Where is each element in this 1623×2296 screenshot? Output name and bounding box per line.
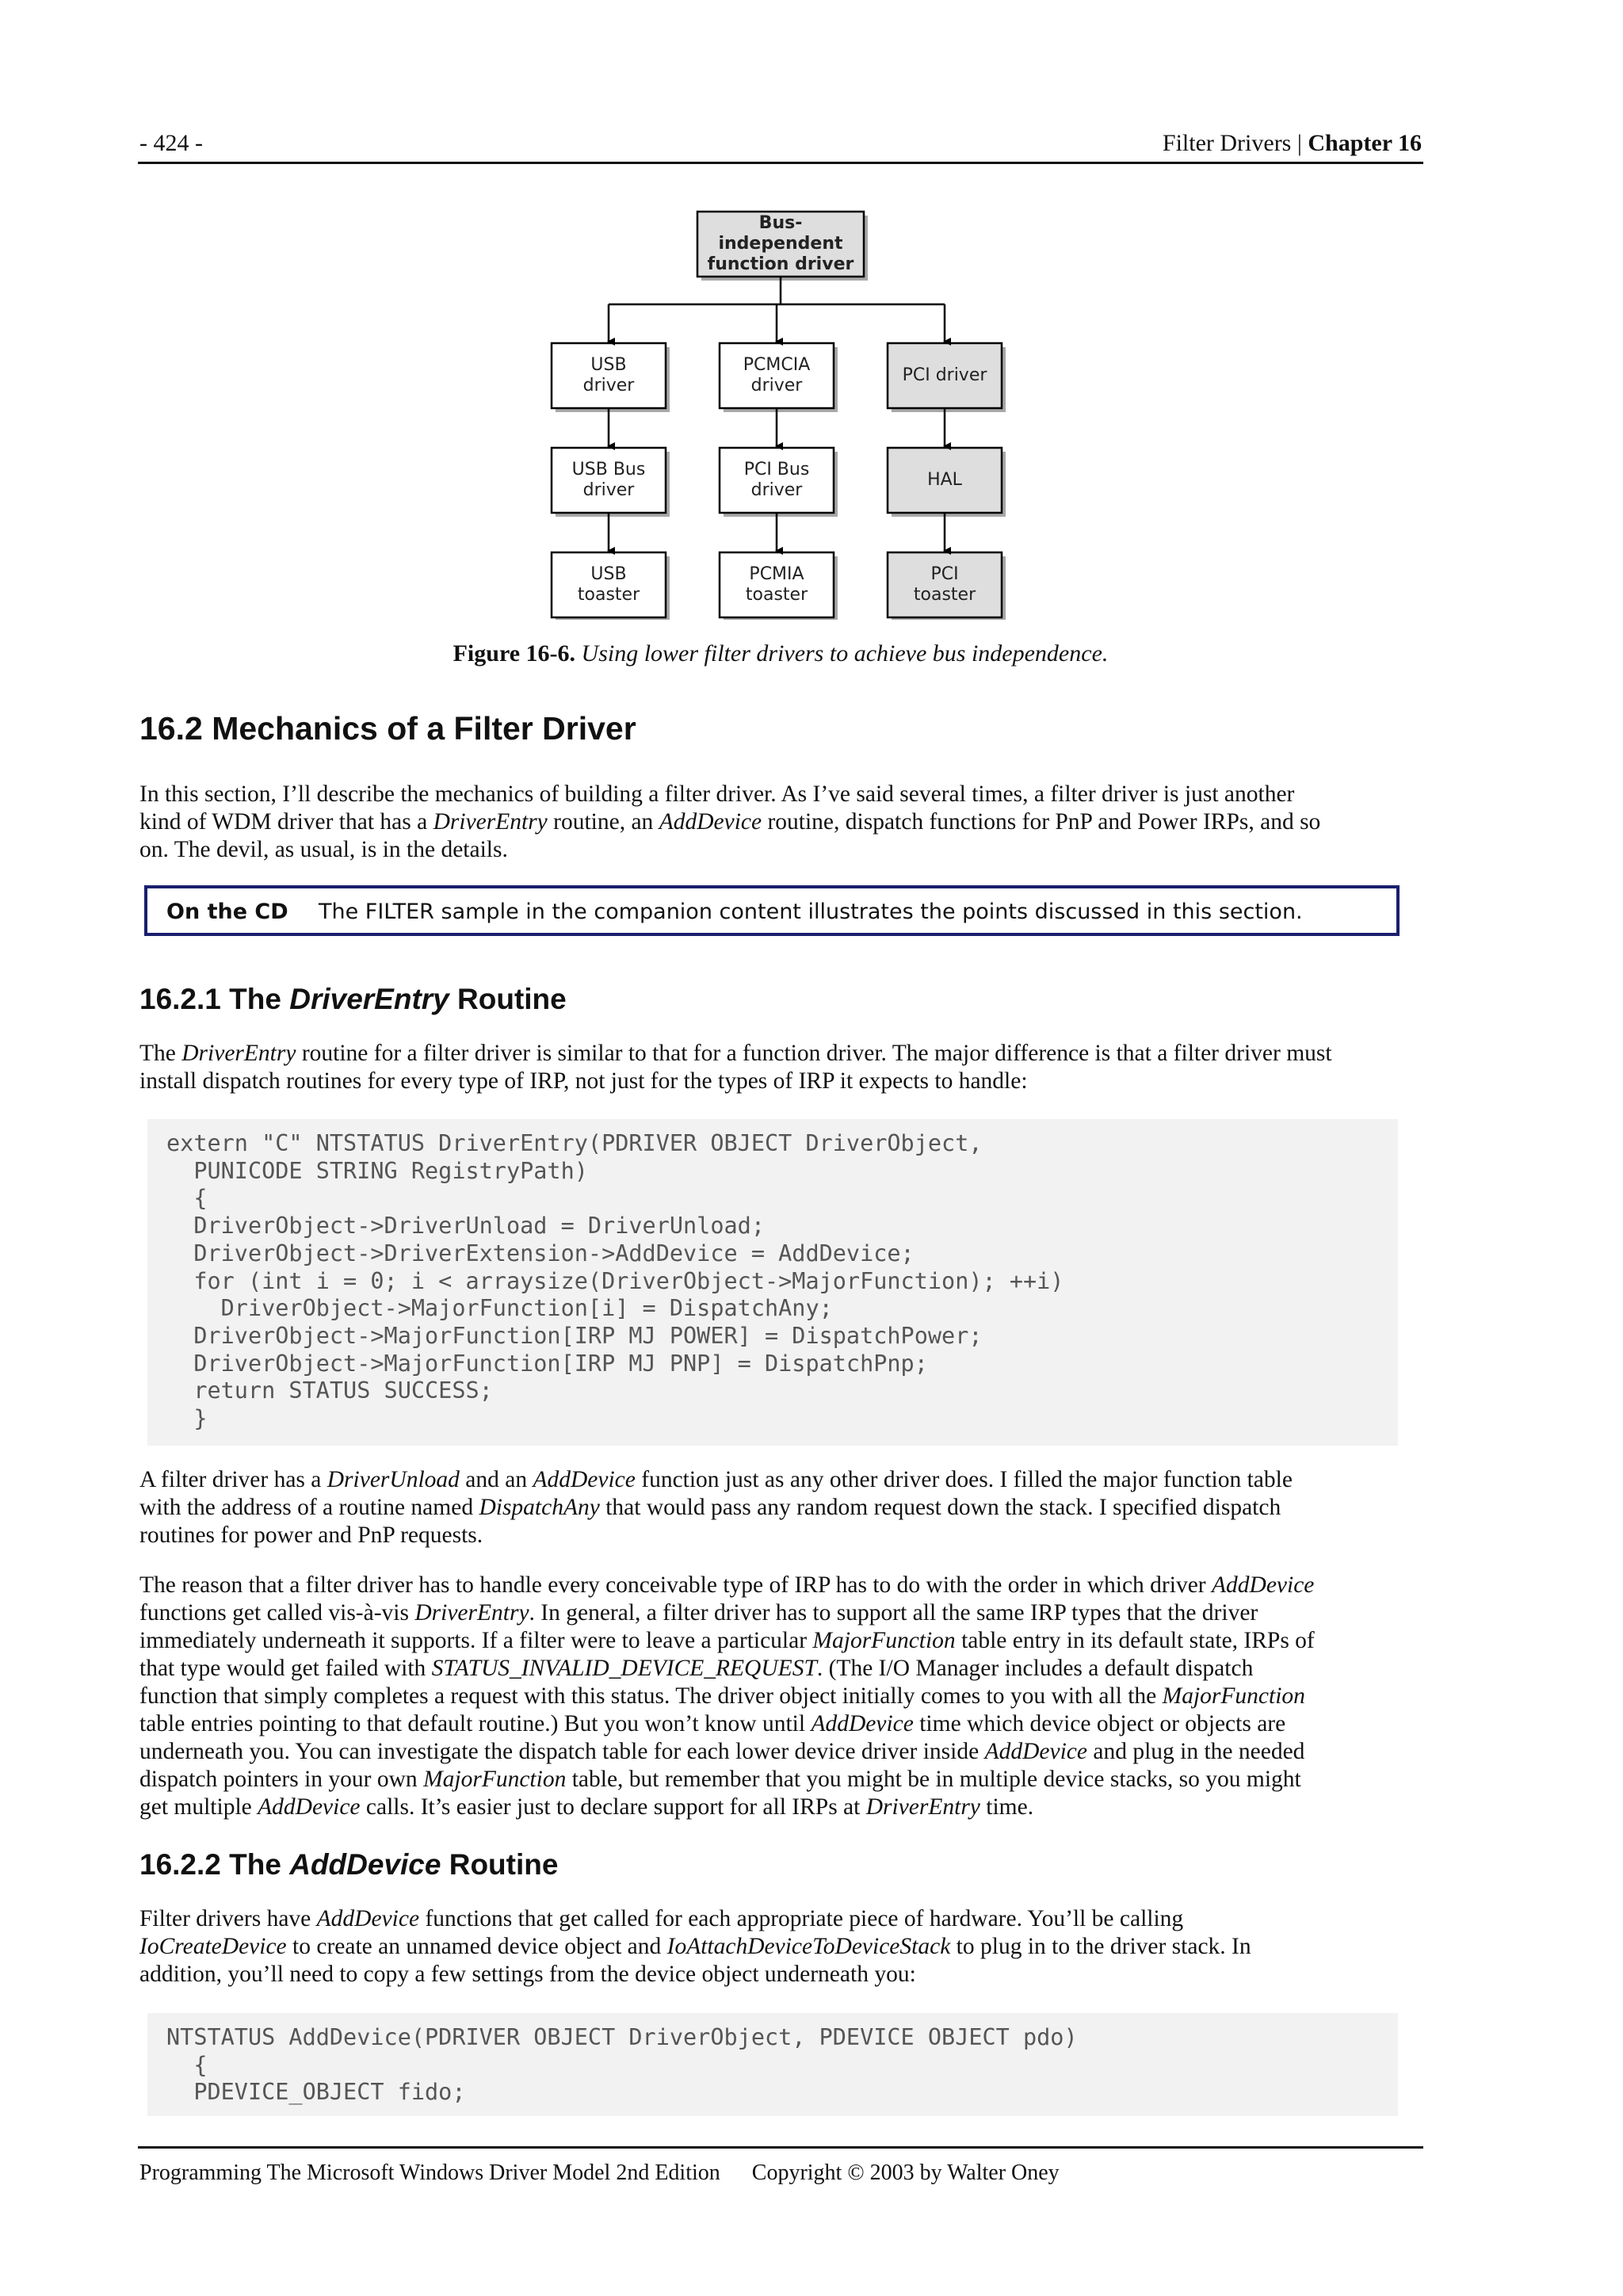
paragraph-line <box>139 1738 1423 1766</box>
italic-run: DriverEntry <box>865 1794 980 1820</box>
running-footer <box>139 2160 1091 2186</box>
text-run: Filter drivers have <box>139 1906 317 1931</box>
text-run: functions that get called for each appropriate piece of hardware. You’ll be calling <box>419 1906 1184 1931</box>
driverentry-paragraph-2 <box>139 1466 1423 1549</box>
text-run: . In general, a filter driver has to support all the same IRP types that the driver <box>529 1600 1258 1626</box>
code-line: for (int i = 0; i < arraysize(DriverObject->MajorFunction); ++i) <box>166 1267 1064 1294</box>
footer-rule <box>138 2146 1423 2149</box>
figure-diagram <box>547 208 1006 620</box>
code-line: PUNICODE STRING RegistryPath) <box>166 1157 588 1184</box>
node-pcmcia-driver: PCMCIA driver <box>743 355 811 395</box>
paragraph-line <box>139 1683 1423 1710</box>
node-pcmia-toaster: PCMIA toaster <box>745 564 808 605</box>
italic-run: DriverEntry <box>433 809 548 835</box>
cd-note-label: On the CD <box>166 900 288 924</box>
code-line: DriverObject->MajorFunction[IRP MJ PNP] = DispatchPnp; <box>166 1350 928 1377</box>
figure-caption-label: Figure 16-6. <box>453 640 576 667</box>
italic-run: AddDevice <box>1212 1572 1315 1598</box>
heading-number: 16.2.1 The <box>139 983 290 1015</box>
figure-caption <box>138 640 1423 667</box>
adddevice-intro-paragraph <box>139 1905 1423 1988</box>
text-run: dispatch pointers in your own <box>139 1767 424 1792</box>
cd-note-box <box>144 885 1400 936</box>
heading-italic: AddDevice <box>289 1848 441 1881</box>
chapter-heading <box>1163 130 1422 157</box>
italic-run: MajorFunction <box>812 1628 956 1653</box>
paragraph-line: routines for power and PnP requests. <box>139 1522 483 1548</box>
code-line: { <box>166 2051 208 2078</box>
text-run: to plug in to the driver stack. In <box>950 1934 1251 1959</box>
node-pci-bus-driver: PCI Bus driver <box>743 460 810 500</box>
node-bus-independent-function-driver: Bus-independent function driver <box>707 213 854 274</box>
text-run: time. <box>980 1794 1034 1820</box>
paragraph-line <box>139 1466 1423 1494</box>
italic-run: DriverEntry <box>414 1600 529 1626</box>
code-line: DriverObject->MajorFunction[IRP MJ POWER] = DispatchPower; <box>166 1322 983 1349</box>
driverentry-paragraph-3 <box>139 1572 1423 1821</box>
text-run: that would pass any random request down the stack. I specified dispatch <box>599 1495 1281 1520</box>
node-usb-bus-driver: USB Bus driver <box>571 460 646 500</box>
text-run: table, but remember that you might be in multiple device stacks, so you might <box>566 1767 1301 1792</box>
code-line: extern "C" NTSTATUS DriverEntry(PDRIVER OBJECT DriverObject, <box>166 1130 983 1156</box>
text-run: table entry in its default state, IRPs of <box>955 1628 1315 1653</box>
heading-italic: DriverEntry <box>289 983 449 1015</box>
code-line: NTSTATUS AddDevice(PDRIVER OBJECT DriverObject, PDEVICE OBJECT pdo) <box>166 2024 1078 2050</box>
text-run: function that simply completes a request with this status. The driver object initially comes to you with all the <box>139 1683 1163 1709</box>
text-run: kind of WDM driver that has a <box>139 809 433 835</box>
section-heading: 16.2 Mechanics of a Filter Driver <box>139 710 636 747</box>
paragraph-line <box>139 1599 1423 1627</box>
text-run: A filter driver has a <box>139 1467 327 1492</box>
driverentry-intro-paragraph <box>139 1040 1423 1095</box>
code-line: DriverObject->DriverUnload = DriverUnload; <box>166 1213 765 1240</box>
heading-end: Routine <box>441 1848 559 1881</box>
footer-copyright: Copyright © 2003 by Walter Oney <box>751 2160 1060 2185</box>
italic-run: AddDevice <box>533 1467 636 1492</box>
chapter-title: Filter Drivers <box>1162 130 1292 156</box>
text-run: routine, an <box>547 809 659 835</box>
paragraph-line: addition, you’ll need to copy a few settings from the device object underneath you: <box>139 1962 916 1987</box>
code-block-driverentry <box>147 1119 1398 1446</box>
paragraph-line <box>139 1710 1423 1738</box>
subsection-heading-driverentry <box>139 983 567 1016</box>
text-run: underneath you. You can investigate the dispatch table for each lower device driver inside <box>139 1739 985 1764</box>
text-run: that type would get failed with <box>139 1656 432 1681</box>
italic-run: IoAttachDeviceToDeviceStack <box>666 1934 951 1959</box>
chapter-separator: | <box>1291 130 1308 156</box>
paragraph-line <box>139 1627 1423 1655</box>
node-usb-toaster: USB toaster <box>577 564 640 605</box>
code-line: return STATUS SUCCESS; <box>166 1377 493 1404</box>
paragraph-line <box>139 1933 1423 1961</box>
text-run: routine for a filter driver is similar to that for a function driver. The major difference is that a filter driver must <box>296 1041 1332 1066</box>
paragraph-line <box>139 1655 1423 1683</box>
heading-number: 16.2.2 The <box>139 1848 290 1881</box>
text-run: The reason that a filter driver has to handle every conceivable type of IRP has to do with the order in which driver <box>139 1572 1212 1598</box>
header-rule <box>138 162 1423 164</box>
heading-end: Routine <box>449 983 567 1015</box>
paragraph-line <box>139 1794 1423 1821</box>
italic-run: DriverUnload <box>327 1467 460 1492</box>
paragraph-line <box>139 1040 1423 1068</box>
italic-run: DispatchAny <box>479 1495 600 1520</box>
figure-caption-text: Using lower filter drivers to achieve bus independence. <box>581 640 1109 667</box>
node-hal: HAL <box>927 470 962 490</box>
intro-line-1: In this section, I’ll describe the mechanics of building a filter driver. As I’ve said several times, a filter driver is just another <box>139 781 1295 807</box>
text-run: to create an unnamed device object and <box>286 1934 667 1959</box>
text-run: get multiple <box>139 1794 258 1820</box>
text-run: . (The I/O Manager includes a default dispatch <box>816 1656 1254 1681</box>
italic-run: AddDevice <box>984 1739 1087 1764</box>
code-line: DriverObject->DriverExtension->AddDevice = AddDevice; <box>166 1240 915 1266</box>
chapter-label: Chapter 16 <box>1308 130 1422 156</box>
paragraph-line <box>139 1572 1423 1599</box>
paragraph-line <box>139 1766 1423 1794</box>
intro-line-3: on. The devil, as usual, is in the details. <box>139 837 508 862</box>
text-run: and an <box>459 1467 533 1492</box>
page-number: - 424 - <box>139 130 203 156</box>
italic-run: STATUS_INVALID_DEVICE_REQUEST <box>431 1656 817 1681</box>
code-block-adddevice <box>147 2013 1398 2116</box>
text-run: The <box>139 1041 182 1066</box>
text-run: function just as any other driver does. I filled the major function table <box>635 1467 1293 1492</box>
italic-run: DriverEntry <box>181 1041 296 1066</box>
text-run: time which device object or objects are <box>913 1711 1286 1736</box>
italic-run: AddDevice <box>258 1794 361 1820</box>
paragraph-line <box>139 1494 1423 1522</box>
paragraph-line: install dispatch routines for every type of IRP, not just for the types of IRP it expects to handle: <box>139 1068 1028 1094</box>
node-usb-driver: USB driver <box>582 355 635 395</box>
text-run: functions get called vis-à-vis <box>139 1600 415 1626</box>
code-line: DriverObject->MajorFunction[i] = DispatchAny; <box>166 1295 833 1322</box>
italic-run: AddDevice <box>316 1906 420 1931</box>
italic-run: MajorFunction <box>1162 1683 1305 1709</box>
italic-run: IoCreateDevice <box>139 1934 287 1959</box>
paragraph-line <box>139 1905 1423 1933</box>
node-pci-driver: PCI driver <box>902 365 987 385</box>
code-line: } <box>166 1405 208 1432</box>
cd-note-text: The FILTER sample in the companion content illustrates the points discussed in this section. <box>319 900 1303 924</box>
text-run: routine, dispatch functions for PnP and Power IRPs, and so <box>762 809 1321 835</box>
code-line: { <box>166 1185 208 1212</box>
italic-run: AddDevice <box>659 809 762 835</box>
text-run: calls. It’s easier just to declare support for all IRPs at <box>360 1794 866 1820</box>
text-run: immediately underneath it supports. If a filter were to leave a particular <box>139 1628 813 1653</box>
section-intro-paragraph <box>139 781 1423 864</box>
text-run: with the address of a routine named <box>139 1495 479 1520</box>
footer-book-title: Programming The Microsoft Windows Driver Model 2nd Edition <box>139 2160 720 2185</box>
running-header <box>138 130 1423 162</box>
italic-run: AddDevice <box>811 1711 914 1736</box>
intro-line-2 <box>139 808 1423 836</box>
subsection-heading-adddevice <box>139 1848 558 1881</box>
text-run: table entries pointing to that default routine.) But you won’t know until <box>139 1711 812 1736</box>
text-run: and plug in the needed <box>1086 1739 1305 1764</box>
node-pci-toaster: PCI toaster <box>913 564 976 605</box>
italic-run: MajorFunction <box>423 1767 567 1792</box>
code-line: PDEVICE_OBJECT fido; <box>166 2079 466 2106</box>
